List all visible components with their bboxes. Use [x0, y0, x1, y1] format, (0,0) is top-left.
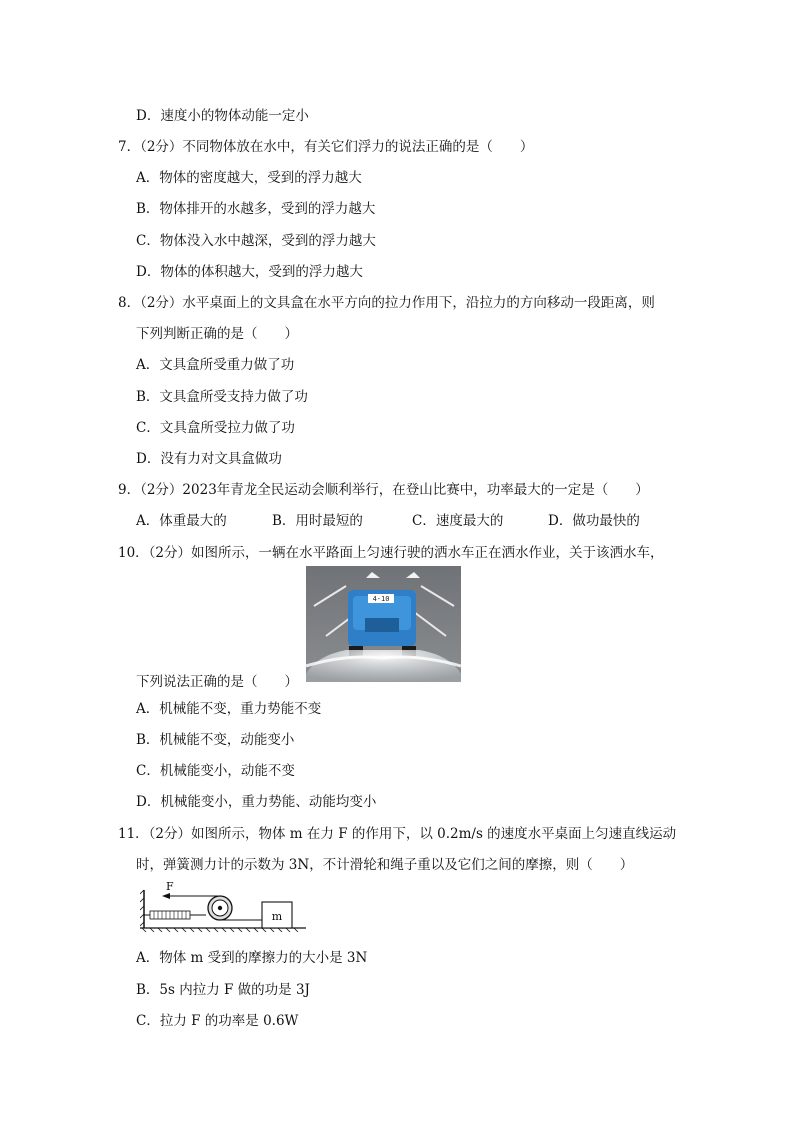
q10-stem-line2: 下列说法正确的是（ ） — [136, 674, 298, 690]
q11-option-c: C．拉力 F 的功率是 0.6W — [136, 1013, 299, 1029]
q10-option-c: C．机械能变小，动能不变 — [136, 763, 295, 779]
q11-stem-line2: 时，弹簧测力计的示数为 3N，不计滑轮和绳子重以及它们之间的摩擦，则（ ） — [136, 857, 634, 873]
q10-option-d: D．机械能变小，重力势能、动能均变小 — [136, 794, 377, 810]
q10-option-a: A．机械能不变，重力势能不变 — [136, 701, 322, 717]
q7-stem: 7．（2分）不同物体放在水中，有关它们浮力的说法正确的是（ ） — [118, 139, 534, 155]
q7-option-c: C．物体没入水中越深，受到的浮力越大 — [136, 233, 376, 249]
q10-option-b: B．机械能不变，动能变小 — [136, 732, 295, 748]
q11-option-b: B．5s 内拉力 F 做的功是 3J — [136, 982, 310, 998]
q6-option-d: D．速度小的物体动能一定小 — [136, 108, 309, 124]
q9-option-b: B．用时最短的 — [272, 513, 363, 529]
q8-option-d: D．没有力对文具盒做功 — [136, 451, 282, 467]
force-label: F — [166, 880, 174, 893]
q9-option-a: A．体重最大的 — [136, 513, 227, 529]
q8-option-b: B．文具盒所受支持力做了功 — [136, 389, 308, 405]
q8-option-c: C．文具盒所受拉力做了功 — [136, 420, 295, 436]
q9-stem: 9．（2分）2023年青龙全民运动会顺利举行，在登山比赛中，功率最大的一定是（ ） — [118, 482, 649, 498]
pulley-diagram — [140, 878, 306, 932]
q7-option-b: B．物体排开的水越多，受到的浮力越大 — [136, 201, 376, 217]
sprinkler-truck-photo — [306, 566, 461, 682]
q7-option-d: D．物体的体积越大，受到的浮力越大 — [136, 264, 363, 280]
q8-stem-line1: 8．（2分）水平桌面上的文具盒在水平方向的拉力作用下，沿拉力的方向移动一段距离，则 — [118, 295, 655, 311]
mass-label: m — [271, 910, 283, 923]
q11-option-a: A．物体 m 受到的摩擦力的大小是 3N — [136, 950, 368, 966]
q8-stem-line2: 下列判断正确的是（ ） — [136, 326, 298, 342]
q9-option-d: D．做功最快的 — [548, 513, 640, 529]
q9-option-c: C．速度最大的 — [412, 513, 504, 529]
q8-option-a: A．文具盒所受重力做了功 — [136, 357, 295, 373]
truck-plate-text: 4-10 — [372, 595, 390, 603]
q7-option-a: A．物体的密度越大，受到的浮力越大 — [136, 170, 362, 186]
q11-stem-line1: 11．（2分）如图所示，物体 m 在力 F 的作用下，以 0.2m/s 的速度水平桌面上匀速直线运动 — [118, 826, 677, 842]
q9-options-row — [0, 509, 794, 529]
q10-stem-line1: 10．（2分）如图所示，一辆在水平路面上匀速行驶的洒水车正在洒水作业，关于该洒水车， — [118, 545, 664, 561]
